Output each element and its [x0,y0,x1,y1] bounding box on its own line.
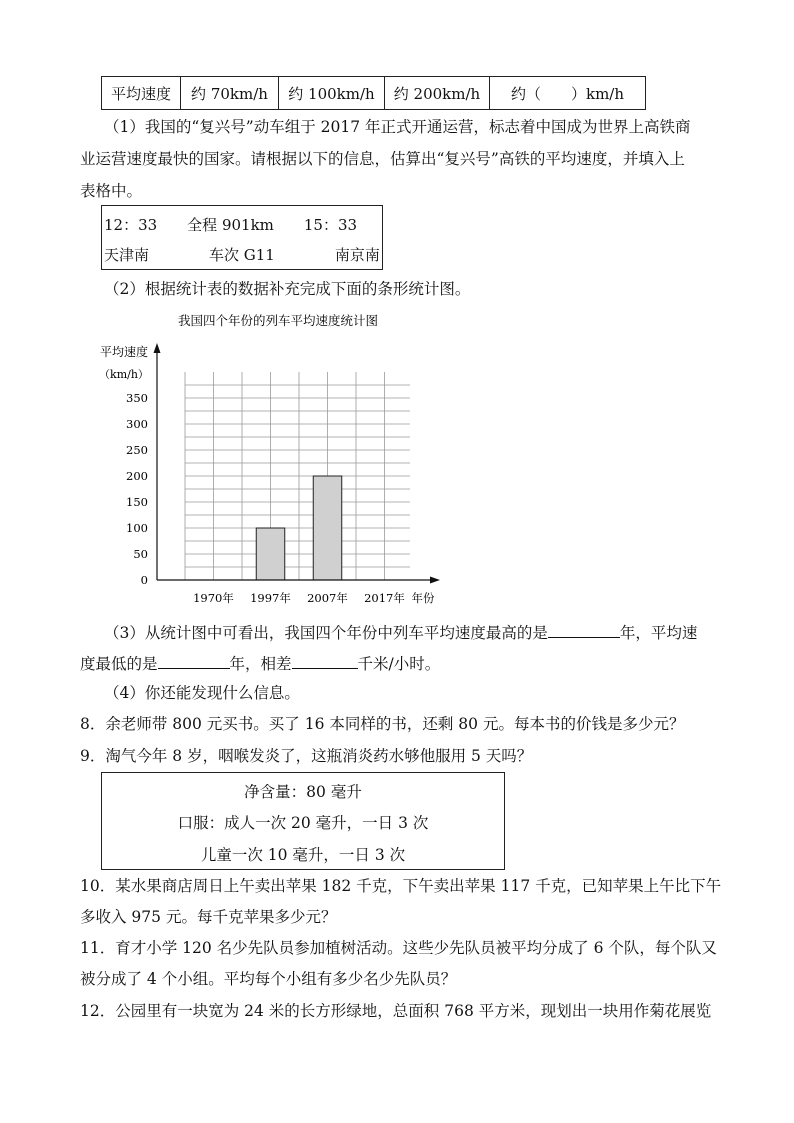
q3-text-b: 年，平均速 [619,624,698,642]
table-cell: 约 100km/h [279,77,385,110]
q10-line1: 10．某水果商店周日上午卖出苹果 182 千克，下午卖出苹果 117 千克，已知苹果上午比下午 [80,877,722,895]
q3-text-e: 千米/小时。 [357,655,441,673]
q3-text-a: （3）从统计图中可看出，我国四个年份中列车平均速度最高的是 [104,624,548,642]
q3-line1 [104,621,697,643]
y-tick-label: 300 [126,417,148,431]
medicine-child-dosage: 儿童一次 10 毫升，一日 3 次 [200,846,406,864]
chart-title: 我国四个年份的列车平均速度统计图 [177,313,379,328]
q3-text-d: 年，相差 [229,655,292,673]
y-tick-label: 150 [126,495,148,509]
q9-text: 9．淘气今年 8 岁，咽喉发炎了，这瓶消炎药水够他服用 5 天吗？ [80,747,533,765]
y-tick-label: 100 [126,521,148,535]
chart-grid [185,372,410,580]
bar-chart [90,305,450,610]
q3-text-c: 度最低的是 [80,655,158,673]
train-info-box [101,205,383,270]
q11-line1: 11．育才小学 120 名少先队员参加植树活动。这些少先队员被平均分成了 6 个队，每个队又 [80,939,717,957]
y-tick-label: 350 [126,391,148,405]
chart-x-arrow [430,577,440,584]
answer-blank-highest-year[interactable] [548,621,620,638]
x-tick-label: 2017年 [364,591,405,605]
table-cell: 约（ ）km/h [490,77,646,110]
train-stations: 天津南 车次 G11 南京南 [104,246,380,264]
table-cell: 约 200km/h [385,77,490,110]
medicine-adult-dosage: 口服：成人一次 20 毫升，一日 3 次 [177,814,429,832]
q3-line2 [80,652,440,674]
chart-y-ticks [126,391,148,587]
answer-blank-lowest-year[interactable] [158,652,230,669]
table-cell: 约 70km/h [181,77,279,110]
y-tick-label: 50 [133,547,148,561]
chart-y-unit: （km/h） [99,368,149,381]
medicine-label-box [101,772,505,870]
q8-text: 8．余老师带 800 元买书。买了 16 本同样的书，还剩 80 元。每本书的价钱是多少元？ [80,715,685,733]
chart-y-label: 平均速度 [99,345,149,359]
x-tick-label: 2007年 [307,591,348,605]
bar-1997年 [256,528,285,580]
x-tick-label: 1970年 [193,591,234,605]
q4-text: （4）你还能发现什么信息。 [104,684,300,702]
chart-y-arrow [154,343,161,353]
y-tick-label: 250 [126,443,148,457]
q12-line1: 12．公园里有一块宽为 24 米的长方形绿地，总面积 768 平方米，现划出一块用作菊花展览 [80,1002,712,1020]
q1-line1: （1）我国的“复兴号”动车组于 2017 年正式开通运营，标志着中国成为世界上高铁商 [104,118,691,136]
x-tick-label: 1997年 [250,591,291,605]
q2-text: （2）根据统计表的数据补充完成下面的条形统计图。 [104,280,471,298]
q10-line2: 多收入 975 元。每千克苹果多少元？ [80,908,337,926]
chart-x-label: 年份 [411,591,435,605]
chart-x-ticks [193,591,405,605]
medicine-net-content: 净含量：80 毫升 [244,783,362,801]
table-row [102,77,646,110]
answer-blank-difference[interactable] [292,652,358,669]
q11-line2: 被分成了 4 个小组。平均每个小组有多少名少先队员？ [80,970,457,988]
y-tick-label: 0 [140,573,148,587]
bar-2007年 [313,476,342,580]
y-tick-label: 200 [126,469,148,483]
speed-table [101,76,646,110]
q1-line3: 表格中。 [80,182,143,200]
table-cell: 平均速度 [102,77,181,110]
q1-line2: 业运营速度最快的国家。请根据以下的信息，估算出“复兴号”高铁的平均速度，并填入上 [80,150,685,168]
train-times: 12：33 全程 901km 15：33 [104,216,358,234]
